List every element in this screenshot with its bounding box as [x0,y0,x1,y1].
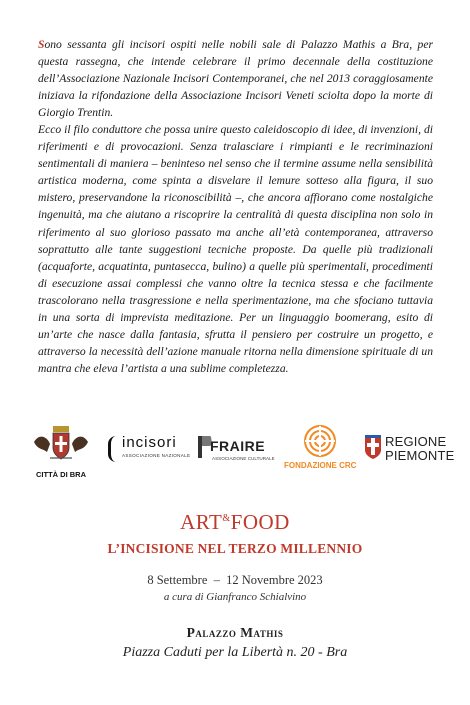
piemonte-label: PIEMONTE [385,448,455,463]
sponsor-logos [30,424,455,479]
event-dates: 8 Settembre – 12 Novembre 2023 [147,573,323,587]
intro-paragraph-2: Ecco il filo conduttore che possa unire questo caleidoscopio di idee, di invenzioni, di riferimenti e di provocazioni. Senza tralasciare i rimpianti e le recriminazioni sentimentali di maniera – beninteso nel senso che il termine assume nella sensibilità artistica moderna, come spinta a disvelare il lemure sotteso alla figura, il suo mistero, preservandone la riconoscibilità –, che ancora affiorano come nostalgiche ingenuità, ma che aiutano a riscoprire la centralità di questa disciplina non solo in riferimento al suo glorioso passato ma anche all’età contemporanea, attraverso soprattutto alle tante suggestioni tecniche proposte. Da quelle più tradizionali (acquaforte, acquatinta, puntasecca, bulino) a quelle più sperimentali, procedimenti di esecuzione assai complessi che vanno oltre la tecnica stessa e che facilmente trascolorano nella trasgressione e nella sperimentazione, ma che sfociano tuttavia in una sorta di imprevista meditazione. Per un linguaggio boomerang, esito di un’arte che nasce dalla fantasia, sfrutta il pensiero per costruire un progetto, e attraverso la necessità dell’azione manuale ritorna nella dimensione spirituale di un mantra che eleva l’artista a una sublime completezza. [38,123,433,375]
citta-di-bra-logo [30,424,92,479]
title-part-art: ART [180,510,223,534]
fraire-logo [198,436,276,466]
event-address: Piazza Caduti per la Libertà n. 20 - Bra [122,645,348,660]
fraire-subtitle: ASSOCIAZIONE CULTURALE [212,456,275,461]
fondazione-crc-logo [284,424,356,474]
event-subtitle: L’INCISIONE NEL TERZO MILLENNIO [107,541,363,556]
incisori-subtitle: ASSOCIAZIONE NAZIONALE [122,453,191,458]
citta-di-bra-label: CITTÀ DI BRA [36,470,86,479]
coat-of-arms-icon [30,424,92,464]
regione-piemonte-logo [364,432,455,466]
incisori-logo [108,432,190,466]
title-ampersand: & [222,513,231,524]
intro-text [38,36,433,377]
piemonte-shield-icon [364,434,382,460]
intro-paragraph-1 [38,36,433,121]
regione-label: REGIONE [385,434,447,449]
drop-cap: S [38,38,45,51]
crc-rings-icon [303,424,337,458]
incisori-wordmark: incisori [122,434,177,451]
title-part-food: FOOD [230,510,290,534]
crc-label: FONDAZIONE CRC [284,461,357,470]
incisori-mark-icon [108,436,119,462]
fraire-wordmark: FRAIRE [210,438,266,454]
intro-paragraph-1-text: ono sessanta gli incisori ospiti nelle nobili sale di Palazzo Mathis a Bra, per questa rassegna, che intende celebrare il primo decennale della costituzione dell’Associazione Nazionale Incisori Contemporanei, che nel 2013 coraggiosamente iniziava la rifondazione della Associazione Incisori Veneti sciolta dopo la morte di Giorgio Trentin. [38,38,433,120]
event-venue: Palazzo Mathis [186,625,284,640]
event-title [0,510,470,535]
event-curator: a cura di Gianfranco Schialvino [163,591,307,603]
